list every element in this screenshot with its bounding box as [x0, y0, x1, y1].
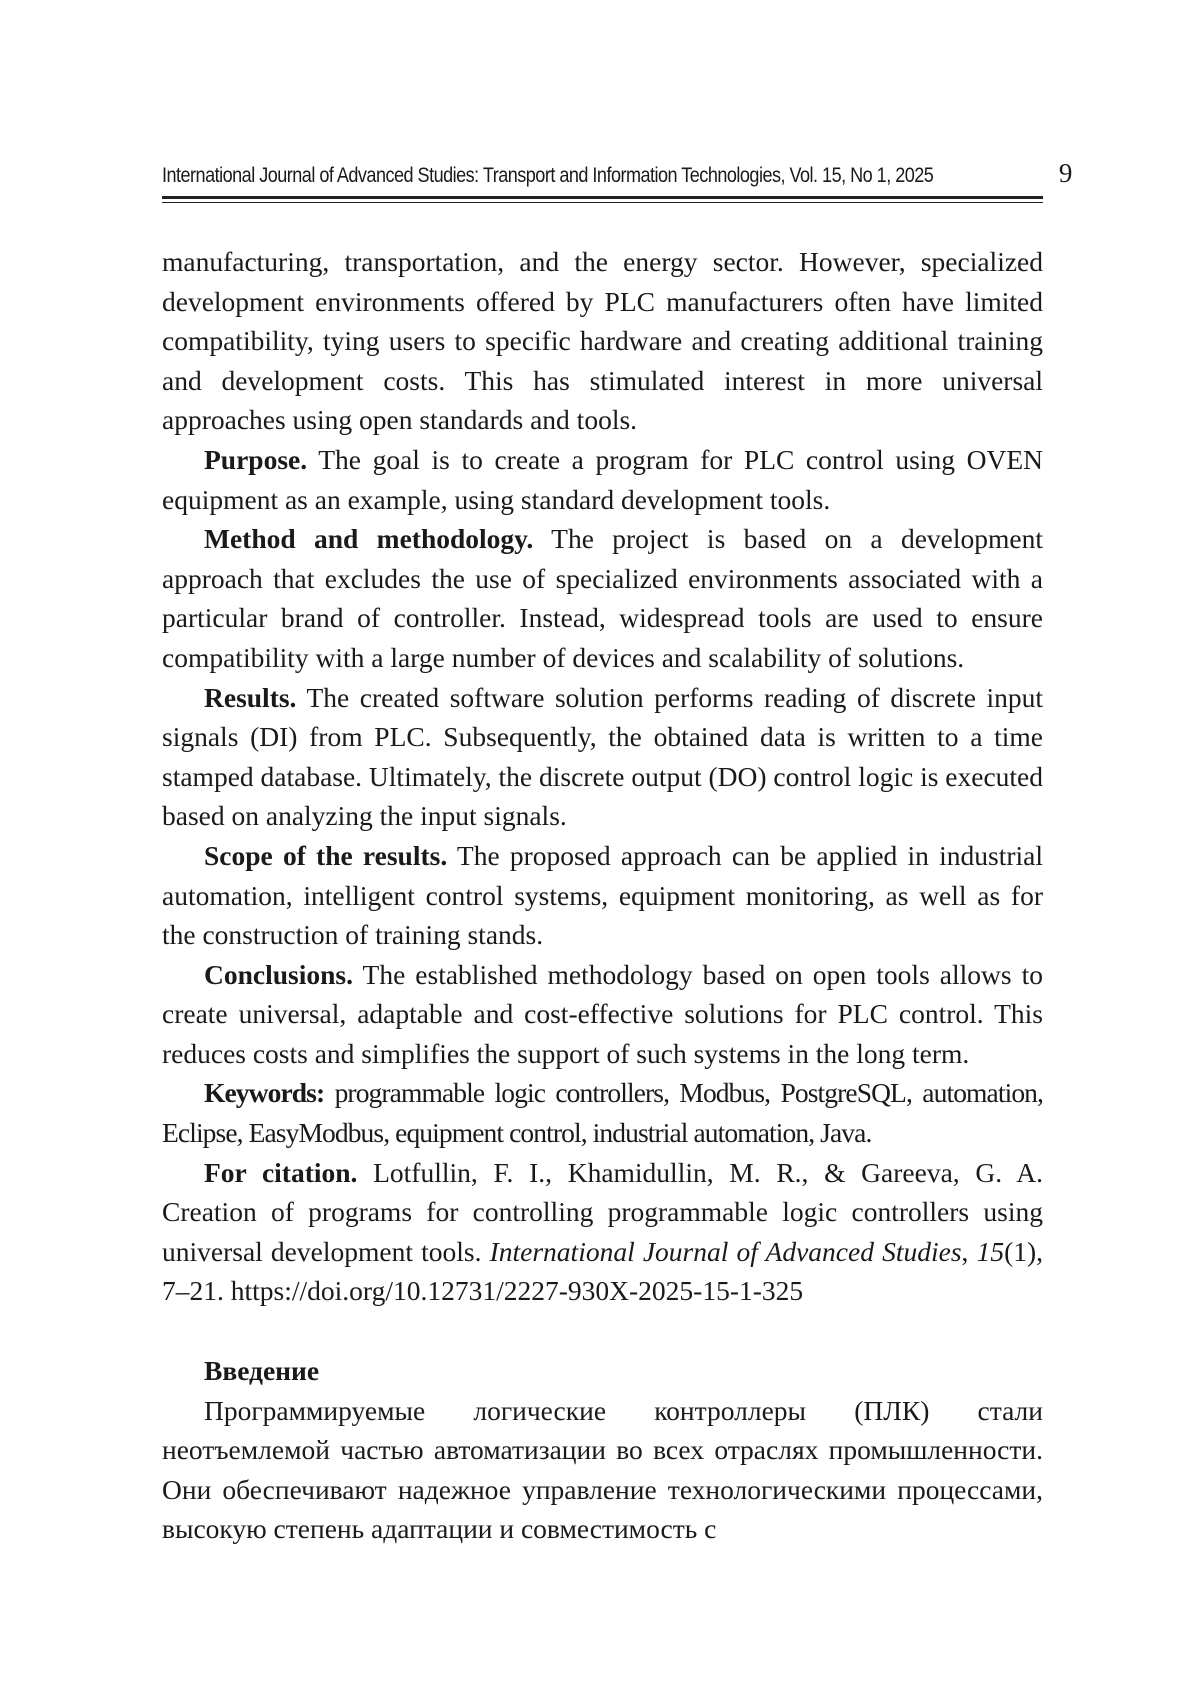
- introduction-heading: Введение: [204, 1355, 320, 1387]
- page-number: 9: [1058, 158, 1073, 188]
- citation-volume: 15: [976, 1235, 1005, 1267]
- citation-comma: ,: [961, 1235, 977, 1267]
- citation-text-before: Lotfullin, F. I., Khamidullin, M. R., & Gareeva, G. A. Creation of programs for controlling programmable logic controllers using universal development tools.: [162, 1156, 1043, 1267]
- method-paragraph: [162, 519, 1043, 677]
- citation-paragraph: [162, 1153, 1043, 1311]
- method-label: Method and methodology.: [204, 523, 534, 555]
- keywords-paragraph: [162, 1073, 1043, 1152]
- results-text: The created software solution performs reading of discrete input signals (DI) from PLC. Subsequently, the obtained data is written to a time stamped database. Ultimately, the discrete output (DO) control logic is executed based on analyzing the input signals.: [162, 681, 1043, 832]
- scope-label: Scope of the results.: [204, 839, 448, 871]
- scope-text: The proposed approach can be applied in industrial automation, intelligent control systems, equipment monitoring, as well as for the construction of training stands.: [162, 839, 1043, 951]
- citation-journal-name: International Journal of Advanced Studies: [489, 1235, 962, 1267]
- conclusions-paragraph: [162, 955, 1043, 1074]
- header-rule-thin: [162, 202, 1043, 203]
- purpose-text: The goal is to create a program for PLC control using OVEN equipment as an example, using standard development tools.: [162, 443, 1043, 515]
- continuation-text: manufacturing, transportation, and the energy sector. However, specialized development environments offered by PLC manufacturers often have limited compatibility, tying users to specific hardware and creating additional training and development costs. This has stimulated interest in more universal approaches using open standards and tools.: [162, 246, 1043, 436]
- conclusions-text: The established methodology based on open tools allows to create universal, adaptable and cost-effective solutions for PLC control. This reduces costs and simplifies the support of such systems in the long term.: [162, 958, 1043, 1069]
- conclusions-label: Conclusions.: [204, 958, 354, 990]
- continuation-paragraph: [162, 242, 1043, 440]
- purpose-paragraph: [162, 440, 1043, 519]
- keywords-label: Keywords:: [204, 1077, 325, 1109]
- results-paragraph: [162, 678, 1043, 836]
- method-text: The project is based on a development approach that excludes the use of specialized environments associated with a particular brand of controller. Instead, widespread tools are used to ensure compatibility with a large number of devices and scalability of solutions.: [162, 523, 1043, 673]
- running-header: [162, 158, 1073, 189]
- purpose-label: Purpose.: [204, 443, 308, 475]
- results-label: Results.: [204, 681, 297, 713]
- citation-label: For citation.: [204, 1156, 358, 1188]
- scope-paragraph: [162, 836, 1043, 955]
- keywords-text: programmable logic controllers, Modbus, PostgreSQL, automation, Eclipse, EasyModbus, equipment control, industrial automation, Java.: [162, 1077, 1043, 1149]
- header-rule-thick: [162, 196, 1043, 199]
- introduction-text: Программируемые логические контроллеры (ПЛК) стали неотъемлемой частью автоматизации во всех отраслях промышленности. Они обеспечивают надежное управление технологическими процессами, высокую степень адаптации и совместимость с: [162, 1394, 1043, 1545]
- journal-running-title: International Journal of Advanced Studies: Transport and Information Technologies, Vol. 15, No 1, 2025: [162, 164, 934, 187]
- introduction-paragraph: [162, 1391, 1043, 1549]
- citation-text-after: (1), 7–21. https://doi.org/10.12731/2227-930X-2025-15-1-325: [162, 1235, 1044, 1307]
- article-body: [162, 242, 1043, 1549]
